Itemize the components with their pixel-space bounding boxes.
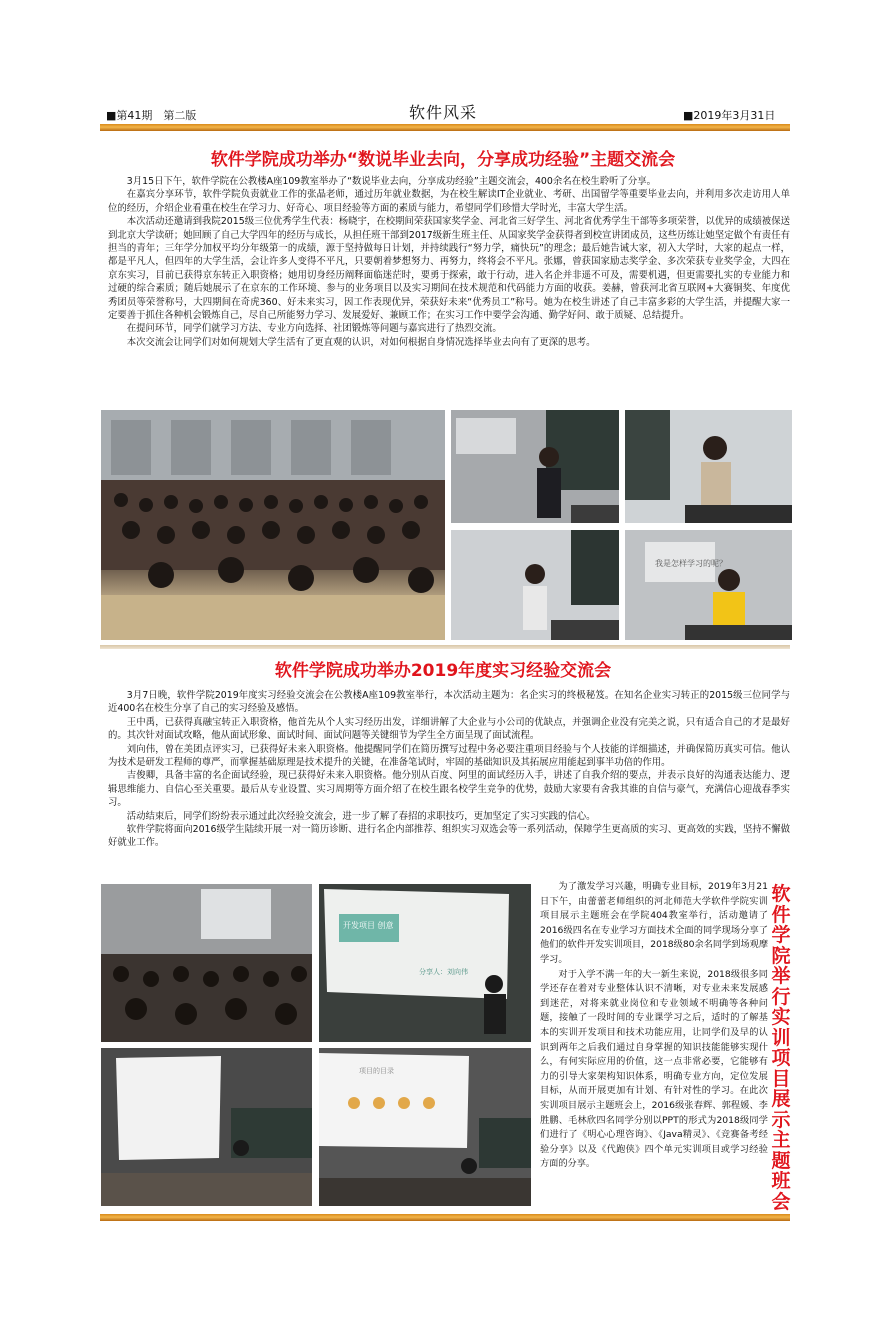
article1-paragraph: 本次活动还邀请到我院2015级三位优秀学生代表：杨晓宇，在校期间荣获国家奖学金、河北省三好学生、河北省优秀学生干部等多项荣誉，以优异的成绩被保送到北京大学读研；她回顾了自己大学四年的经历与成长，从担任班干部到2017级新生班主任、从国家奖学金获得者到校宣讲团成员，这些历练让她坚定做个有责任有担当的青年；三年学分加权平均分年级第一的成绩，源于坚持做每日计划，并持续践行“努力学，痛快玩”的理念；最后她告诫大家，初入大学时，大家的起点一样，都是平凡人，但四年的大学生活，会让许多人变得不平凡，只要朝着梦想努力、再努力，终将会不平凡。张娜，曾获国家励志奖学金、多次荣获专业奖学金，大四在京东实习，目前已获得京东转正入职资格；她用切身经历阐释面临迷茫时，要勇于探索，敢于行动，进入名企并非遥不可及，需要机遇，但更需要扎实的专业能力和过硬的综合素质；随后她展示了在京东的工作环境、参与的业务项目以及实习期间在技术规范和代码能力方面的收获。姜赫，曾获河北省互联网+大赛铜奖、年度优秀团员等荣誉称号，大四期间在奇虎360、好未来实习，因工作表现优异，荣获好未来“优秀员工”称号。她为在校生讲述了自己丰富多彩的大学生活，并提醒大家一定要善于抓住各种机会锻炼自己，尽自己所能努力学习、发展爱好、兼顾工作；在实习工作中要学会沟通、勤学好问、敢于质疑、总结提升。 bbox=[108, 216, 790, 322]
classroom-photo-4 bbox=[319, 1048, 531, 1206]
projector-title: 开发项目 创意 bbox=[343, 921, 394, 930]
classroom-photo-1 bbox=[101, 884, 312, 1042]
slide-subtitle: 项目的目录 bbox=[359, 1067, 394, 1075]
article1-title: 软件学院成功举办“数说毕业去向，分享成功经验”主题交流会 bbox=[210, 150, 676, 170]
issue-label: ■第41期 第二版 bbox=[106, 109, 197, 122]
footer-rule bbox=[100, 1214, 790, 1221]
issue-date: ■2019年3月31日 bbox=[683, 109, 776, 122]
speaker1-photo bbox=[451, 410, 619, 523]
speaker4-photo bbox=[625, 530, 792, 640]
article1-paragraph: 在提问环节，同学们就学习方法、专业方向选择、社团锻炼等问题与嘉宾进行了热烈交流。 bbox=[126, 323, 502, 335]
article2-title: 软件学院成功举办2019年度实习经验交流会 bbox=[274, 661, 612, 681]
article2-paragraph: 3月7日晚，软件学院2019年度实习经验交流会在公教楼A座109教室举行，本次活动主题为：名企实习的终极秘笈。在知名企业实习转正的2015级三位同学与近400名在校生分享了自己的实习经验及感悟。 bbox=[108, 690, 790, 715]
article1-paragraph: 在嘉宾分享环节，软件学院负责就业工作的张晶老师，通过历年就业数据，为在校生解读IT企业就业、考研、出国留学等重要毕业去向，并利用多次走访用人单位的经历，介绍企业看重在校生在学习力、好奇心、项目经验等方面的素质与能力，希望同学们珍惜大学时光，丰富大学生活。 bbox=[108, 189, 790, 214]
article3-paragraph: 为了激发学习兴趣，明确专业目标，2019年3月21日下午，由蕾蕾老师组织的河北师范大学软件学院实训项目展示主题班会在学院404教室举行，活动邀请了2016级四名在专业学习方面技术全面的同学现场分享了他们的软件开发实训项目，2018级80余名同学到场观摩学习。 bbox=[540, 881, 769, 965]
article3-title: 软件学院举行实训项目展示主题班会 bbox=[771, 883, 791, 1213]
classroom-photo-2 bbox=[319, 884, 531, 1042]
article2-paragraph: 刘向伟，曾在美团点评实习，已获得好未来入职资格。他提醒同学们在简历撰写过程中务必要注重项目经验与个人技能的详细描述，并确保简历真实可信。他认为技术是研发工程师的尊严，而掌握基础原理是技术提升的关键，在准备笔试时，牢固的基础知识及其拓展应用能起到事半功倍的作用。 bbox=[108, 743, 790, 769]
speaker3-photo bbox=[451, 530, 619, 640]
article3-paragraph: 对于入学不满一年的大一新生来说，2018级很多同学还存在着对专业整体认识不清晰，对专业未来发展感到迷茫，对将来就业岗位和专业领域不明确等各种问题，接触了一段时间的专业课学习之后，适时的了解基本的实训开发项目和技术功能应用，让同学们及早的认识到两年之后我们通过自身掌握的知识技能能够实现什么，有何实际应用的价值，这一点非常必要，它能够有力的引导大家架构知识体系，明确专业方向，定位发展目标，从而开展更加有计划、有针对性的学习。在此次实训项目展示主题班会上，2016级张春辉、郭程媛、李胜鹏、毛林欣四名同学分别以PPT的形式为2018级同学们进行了《明心心理咨询》、《Java精灵》、《竞赛备考经验分享》以及《代跑侠》四个单元实训项目或学习经验方面的分享。 bbox=[540, 968, 768, 1170]
article1-paragraph: 本次交流会让同学们对如何规划大学生活有了更直观的认识，对如何根据自身情况选择毕业去向有了更深的思考。 bbox=[126, 336, 596, 348]
article3-body bbox=[540, 880, 768, 1172]
article2-paragraph: 王中禹，已获得真融宝转正入职资格，他首先从个人实习经历出发，详细讲解了大企业与小公司的优缺点，并强调企业没有完美之说，只有适合自己的才是最好的。其次针对面试攻略，他从面试形象、面试时间、面试问题等关键细节为学生全方面呈现了面试流程。 bbox=[108, 716, 790, 742]
speaker2-photo bbox=[625, 410, 792, 523]
article2-body bbox=[108, 689, 790, 850]
article2-paragraph: 软件学院将面向2016级学生陆续开展一对一简历诊断、进行名企内部推荐、组织实习双选会等一系列活动，保障学生更高质的实习、更高效的实践，坚持不懈做好就业工作。 bbox=[108, 824, 790, 849]
section-rule bbox=[100, 645, 790, 649]
article2-paragraph: 吉俊卿，具备丰富的名企面试经验，现已获得好未来入职资格。他分别从百度、阿里的面试经历入手，讲述了自我介绍的要点，并表示良好的沟通表达能力、逻辑思维能力、自信心至关重要。最后从专业设置、实习周期等方面介绍了在校生跟名校学生竞争的优势，鼓励大家要有舍我其谁的自信与豪气，充满信心迎战春季实习。 bbox=[108, 770, 790, 809]
projector-sub: 分享人：刘向伟 bbox=[419, 968, 468, 976]
lecture-hall-photo bbox=[101, 410, 445, 640]
article1-paragraph: 3月15日下午，软件学院在公教楼A座109教室举办了“数说毕业去向，分享成功经验”主题交流会，400余名在校生聆听了分享。 bbox=[126, 176, 656, 187]
article2-paragraph: 活动结束后，同学们纷纷表示通过此次经验交流会，进一步了解了春招的求职技巧，更加坚定了实习实践的信心。 bbox=[126, 810, 596, 822]
slide-title: 我是怎样学习的呢？ bbox=[655, 559, 727, 568]
newspaper-title: 软件风采 bbox=[408, 103, 477, 122]
classroom-photo-3 bbox=[101, 1048, 312, 1206]
article1-body bbox=[108, 175, 790, 349]
header-rule bbox=[100, 124, 790, 131]
